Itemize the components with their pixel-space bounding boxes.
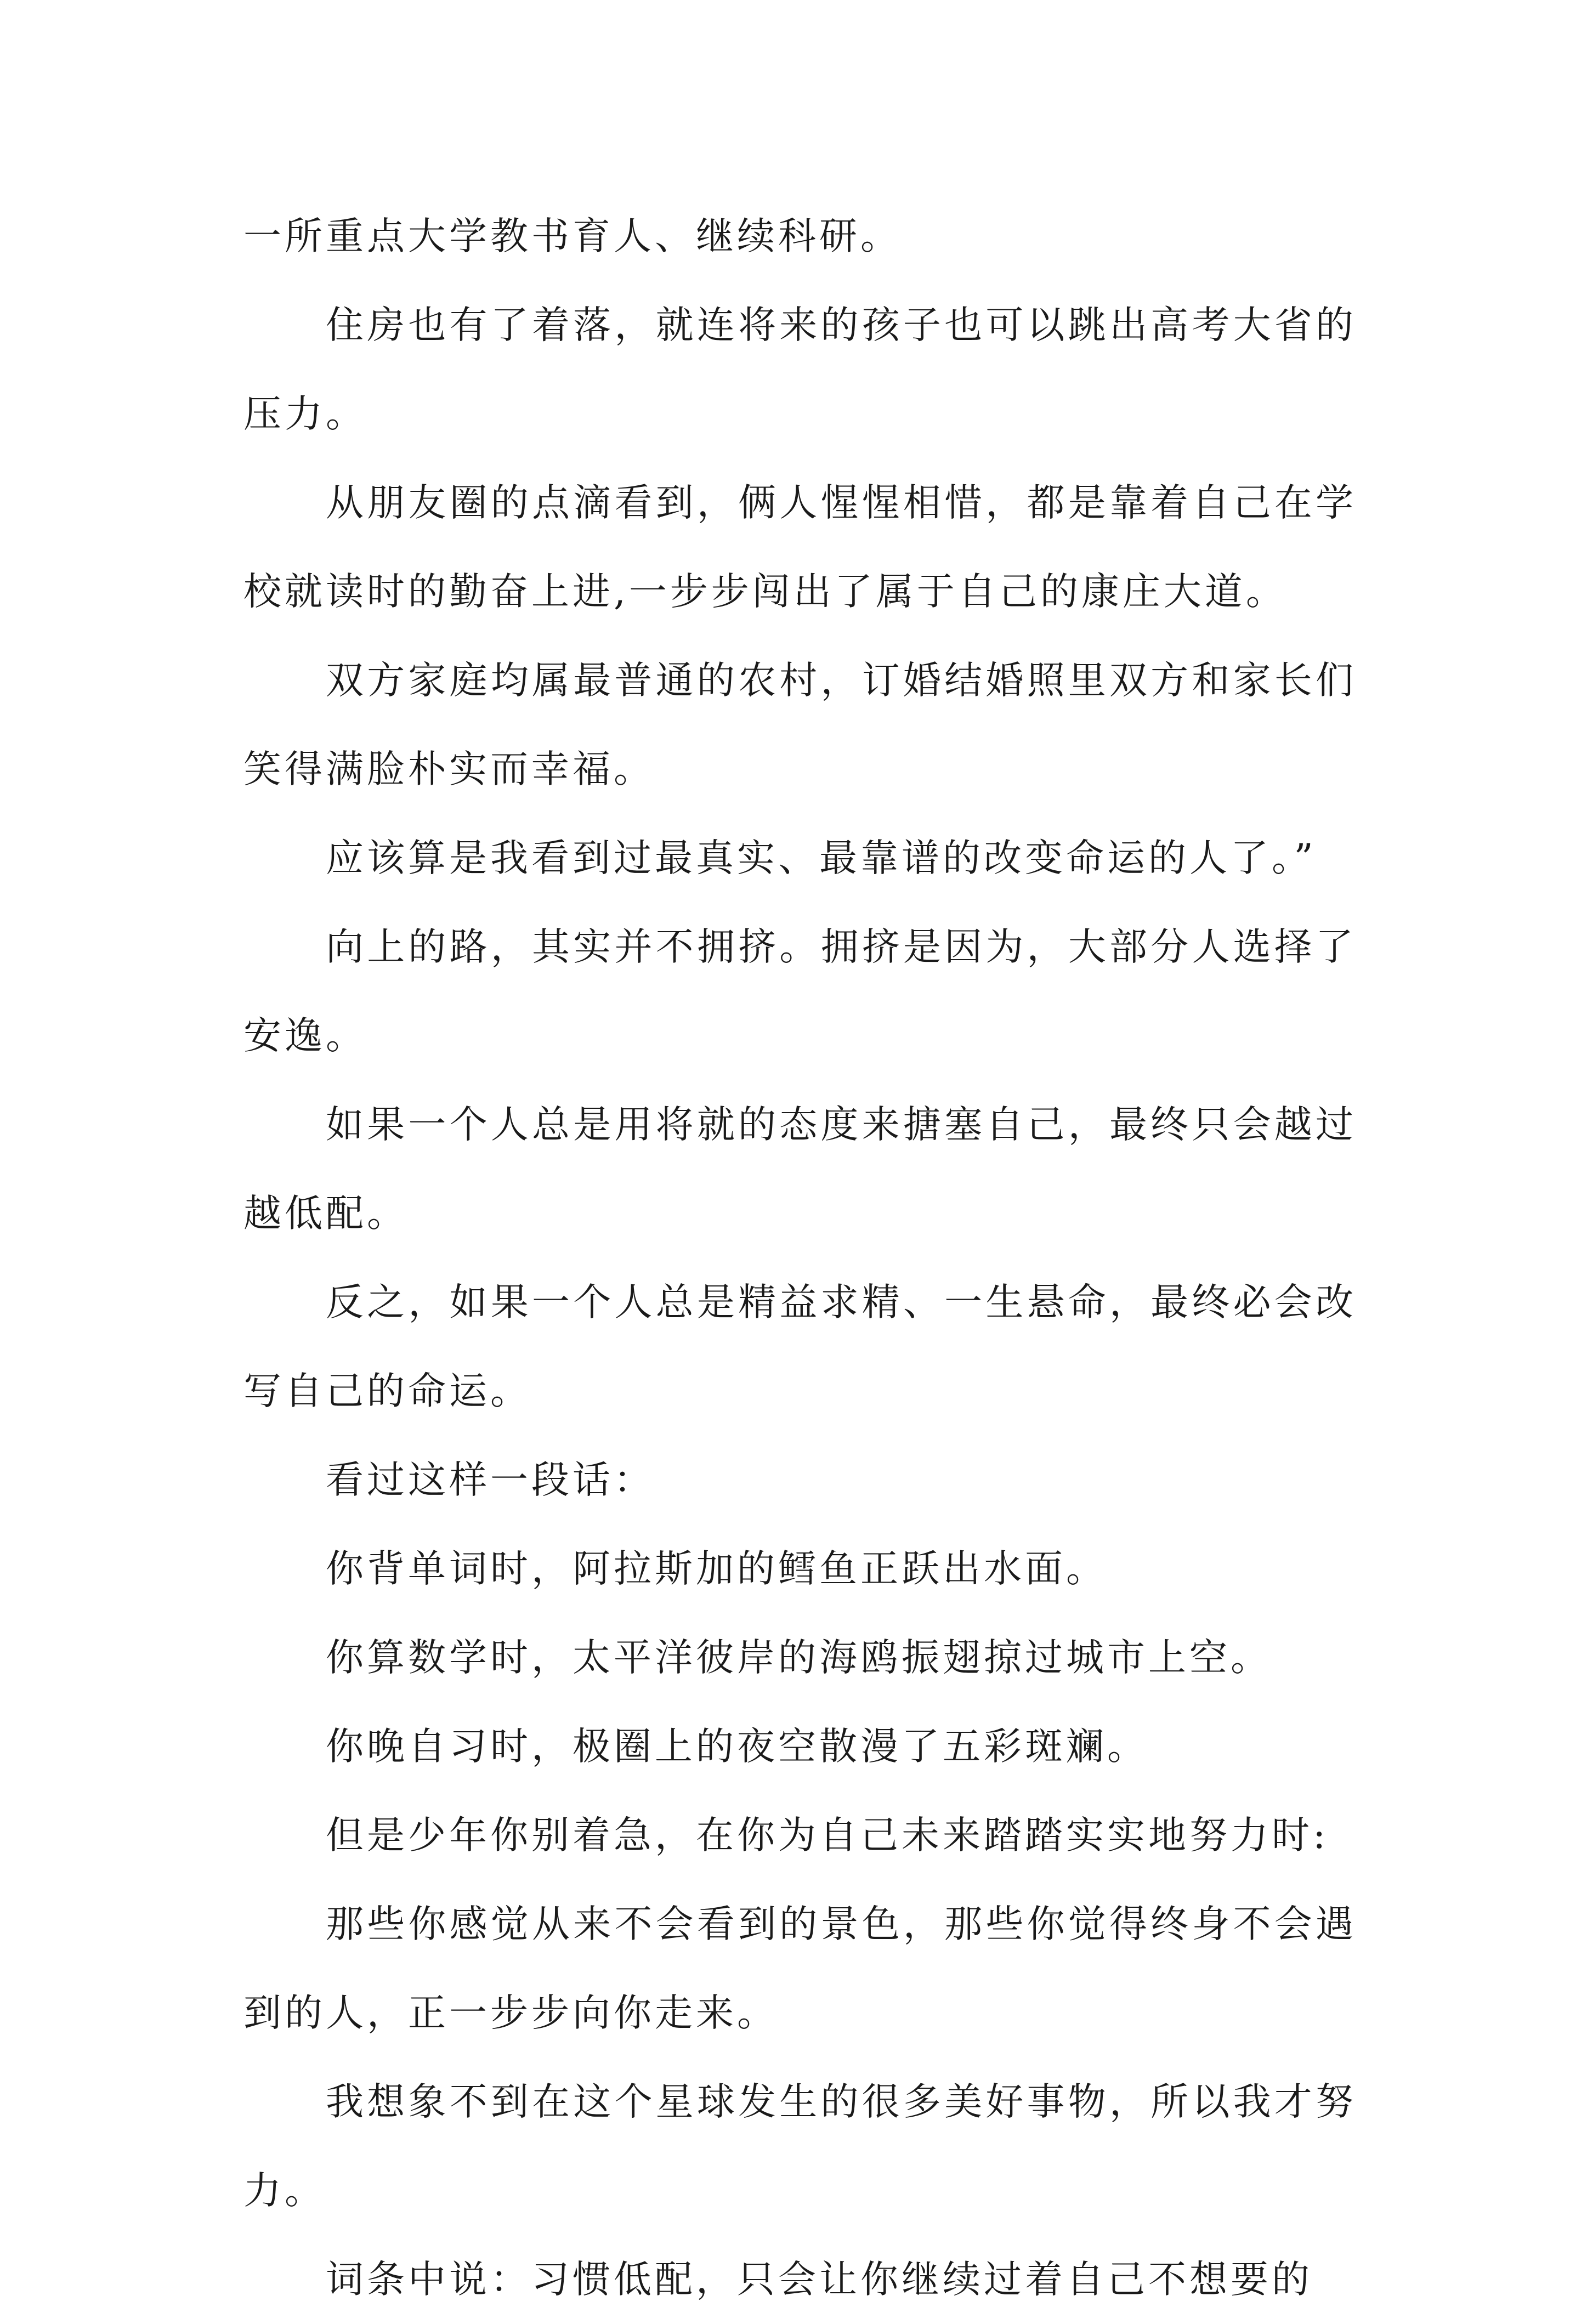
paragraph: 看过这样一段话： <box>326 1458 655 1502</box>
paragraph: 你晚自习时，极圈上的夜空散漫了五彩斑斓。 <box>326 1725 1148 1768</box>
paragraph: 双方家庭均属最普通的农村，订婚结婚照里双方和家长们笑得满脸朴实而幸福。 <box>243 659 1357 791</box>
paragraph: 你算数学时，太平洋彼岸的海鸥振翅掠过城市上空。 <box>326 1636 1272 1680</box>
paragraph: 应该算是我看到过最真实、最靠谱的改变命运的人了。” <box>326 836 1317 880</box>
paragraph: 但是少年你别着急，在你为自己未来踏踏实实地努力时: <box>326 1813 1329 1857</box>
paragraph: 那些你感觉从来不会看到的景色，那些你觉得终身不会遇到的人，正一步步向你走来。 <box>243 1902 1357 2035</box>
paragraph: 一所重点大学教书育人、继续科研。 <box>243 214 902 258</box>
paragraph: 如果一个人总是用将就的态度来搪塞自己，最终只会越过越低配。 <box>243 1103 1357 1235</box>
paragraph: 向上的路，其实并不拥挤。拥挤是因为，大部分人选择了安逸。 <box>243 925 1357 1058</box>
body-text <box>243 192 1357 2324</box>
paragraph: 反之，如果一个人总是精益求精、一生悬命，最终必会改写自己的命运。 <box>243 1280 1357 1413</box>
paragraph: 词条中说：习惯低配，只会让你继续过着自己不想要的 <box>326 2258 1313 2302</box>
paragraph: 住房也有了着落，就连将来的孩子也可以跳出高考大省的压力。 <box>243 303 1357 436</box>
paragraph: 我想象不到在这个星球发生的很多美好事物，所以我才努力。 <box>243 2080 1357 2213</box>
paragraph: 从朋友圈的点滴看到，俩人惺惺相惜，都是靠着自己在学校就读时的勤奋上进,一步步闯出了属于自己的康庄大道。 <box>243 481 1357 614</box>
paragraph: 你背单词时，阿拉斯加的鳕鱼正跃出水面。 <box>326 1547 1107 1591</box>
